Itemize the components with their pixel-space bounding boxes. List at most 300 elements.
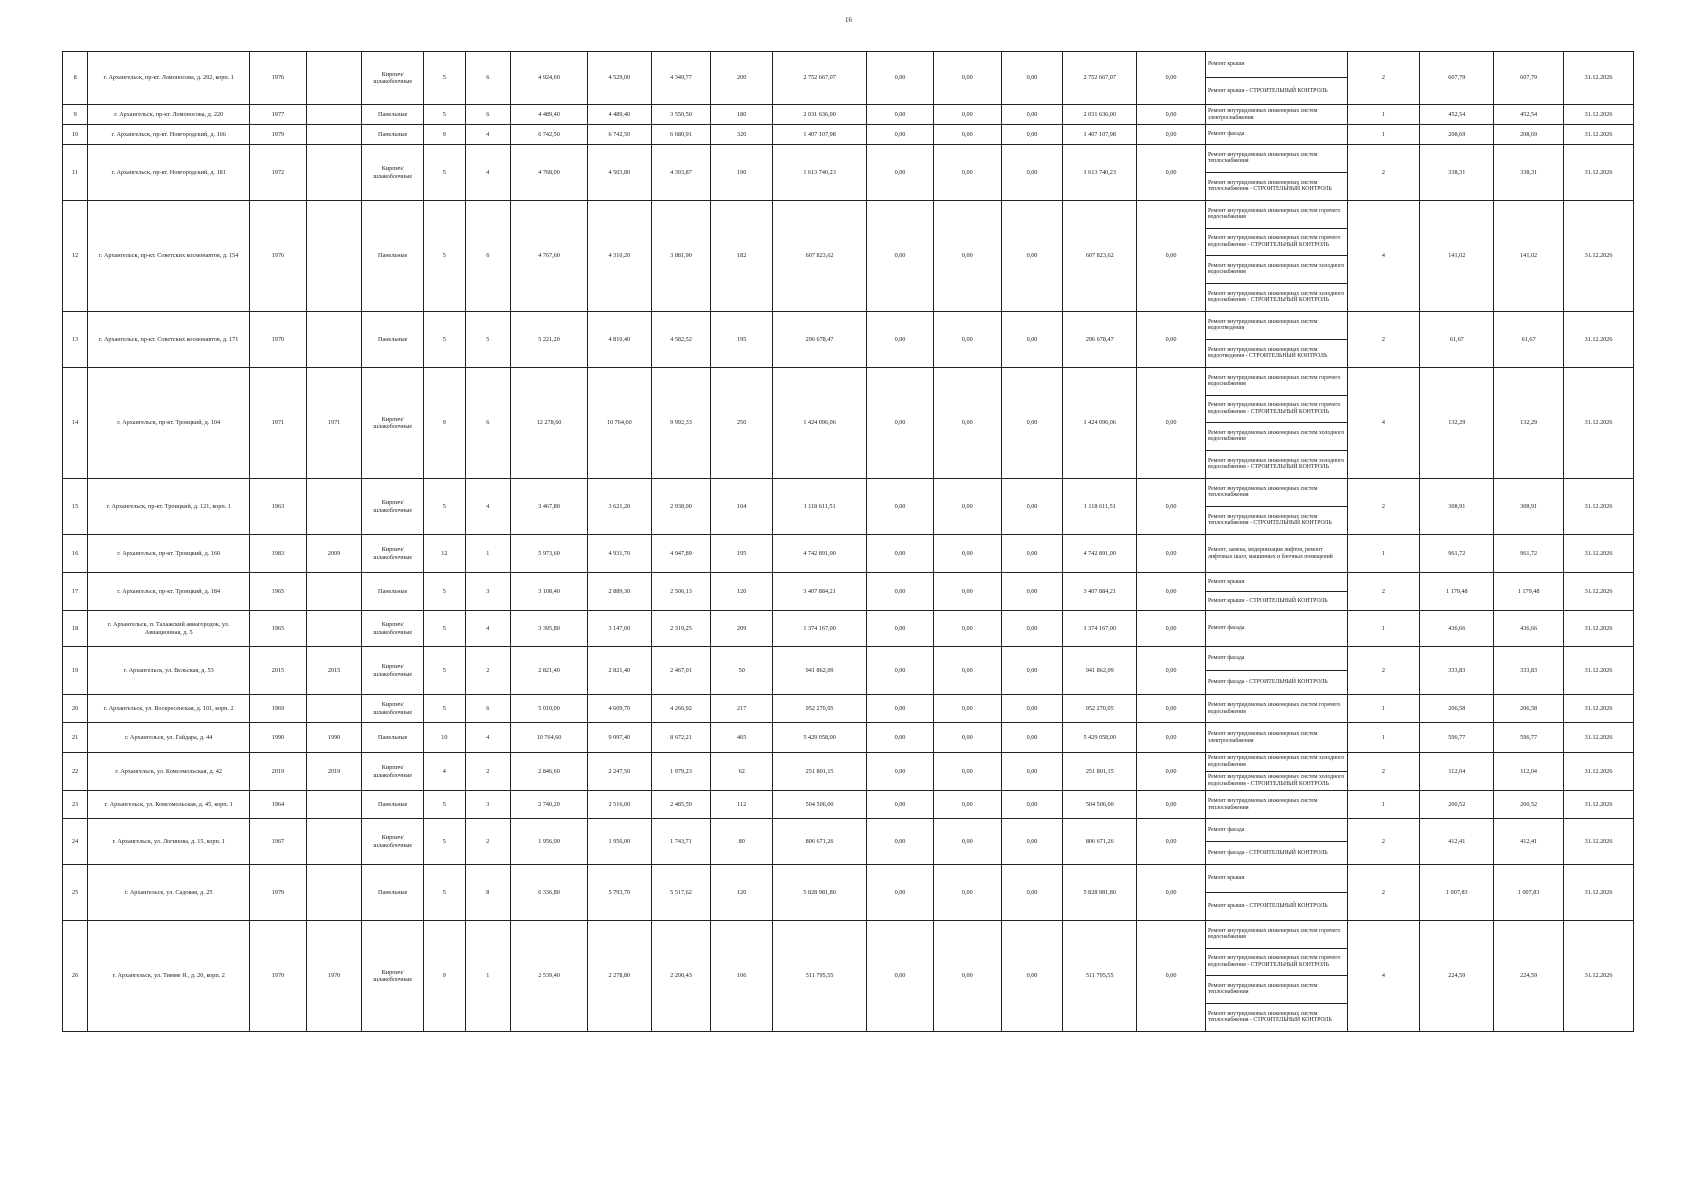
cell-cost-total: 1 424 096,06: [773, 368, 867, 479]
work-item: Ремонт крыши: [1206, 52, 1347, 78]
cell-year-rec: 1990: [306, 723, 362, 753]
cell-f1: 0,00: [867, 647, 934, 695]
page-number: 16: [845, 16, 852, 24]
cell-year-built: 1976: [250, 201, 307, 312]
work-item: Ремонт внутридомовых инженерных систем водоотведения - СТРОИТЕЛЬНЫЙ КОНТРОЛЬ: [1207, 346, 1328, 360]
cell-f2: 0,00: [933, 125, 1001, 145]
cell-entrances: 4: [465, 611, 511, 647]
cell-area-total: 4 768,00: [511, 145, 588, 201]
cell-f1: 0,00: [867, 695, 934, 723]
cell-area-living: 4 582,52: [651, 312, 711, 368]
cell-residents: 182: [711, 201, 773, 312]
cell-residents: 195: [711, 535, 773, 573]
cell-works-count: 1: [1347, 695, 1420, 723]
work-item: Ремонт внутридомовых инженерных систем горячего водоснабжения: [1207, 702, 1341, 715]
cell-f2: 0,00: [933, 647, 1001, 695]
cell-floors: 5: [424, 105, 465, 125]
cell-deadline: 31.12.2026: [1564, 145, 1634, 201]
cell-area-premises: 5 793,70: [587, 865, 651, 921]
cell-walls: Панельные: [362, 865, 424, 921]
cell-limit-cost: 436,66: [1494, 611, 1564, 647]
cell-area-total: 4 767,60: [511, 201, 588, 312]
cell-area-total: 6 742,50: [511, 125, 588, 145]
work-item: Ремонт крыши: [1206, 865, 1347, 893]
cell-f3: 0,00: [1001, 611, 1063, 647]
cell-cost-owners: 251 801,15: [1063, 753, 1137, 791]
cell-floors: 5: [424, 695, 465, 723]
cell-area-living: 4 349,77: [651, 52, 711, 105]
cell-works: [1205, 105, 1347, 125]
cell-area-living: 1 979,23: [651, 753, 711, 791]
cell-works: [1205, 52, 1347, 105]
cell-walls: Панельные: [362, 125, 424, 145]
cell-floors: 9: [424, 921, 465, 1032]
cell-cost-owners: 296 678,47: [1063, 312, 1137, 368]
cell-f1: 0,00: [867, 573, 934, 611]
cell-deadline: 31.12.2026: [1564, 753, 1634, 791]
cell-residents: 217: [711, 695, 773, 723]
cell-f4: 0,00: [1137, 819, 1206, 865]
cell-residents: 195: [711, 312, 773, 368]
work-item: Ремонт внутридомовых инженерных систем электроснабжения: [1207, 731, 1318, 744]
cell-f3: 0,00: [1001, 865, 1063, 921]
work-item: Ремонт внутридомовых инженерных систем горячего водоснабжения: [1206, 368, 1347, 396]
cell-unit-cost: 596,77: [1420, 723, 1494, 753]
cell-cost-owners: 1 118 611,51: [1063, 479, 1137, 535]
cell-walls: Кирпич/ шлакоблочные: [362, 753, 424, 791]
cell-floors: 4: [424, 753, 465, 791]
cell-limit-cost: 112,04: [1494, 753, 1564, 791]
cell-n: 9: [63, 105, 88, 125]
cell-f1: 0,00: [867, 312, 934, 368]
cell-cost-total: 5 828 981,80: [773, 865, 867, 921]
cell-n: 8: [63, 52, 88, 105]
cell-address: г. Архангельск, пр-кт. Троицкий, д. 121, корп. 1: [88, 479, 250, 535]
cell-unit-cost: 208,69: [1420, 125, 1494, 145]
work-item: Ремонт крыши - СТРОИТЕЛЬНЫЙ КОНТРОЛЬ: [1207, 903, 1328, 910]
cell-unit-cost: 132,29: [1420, 368, 1494, 479]
cell-f3: 0,00: [1001, 921, 1063, 1032]
cell-year-rec: [306, 791, 362, 819]
cell-area-total: 4 489,40: [511, 105, 588, 125]
cell-f1: 0,00: [867, 611, 934, 647]
cell-address: г. Архангельск, ул. Гайдара, д. 44: [88, 723, 250, 753]
cell-unit-cost: 338,31: [1420, 145, 1494, 201]
cell-f4: 0,00: [1137, 723, 1206, 753]
cell-area-premises: 1 956,00: [587, 819, 651, 865]
cell-limit-cost: 333,83: [1494, 647, 1564, 695]
cell-residents: 80: [711, 819, 773, 865]
work-item: Ремонт фасада - СТРОИТЕЛЬНЫЙ КОНТРОЛЬ: [1207, 849, 1328, 856]
cell-deadline: 31.12.2026: [1564, 695, 1634, 723]
cell-deadline: 31.12.2026: [1564, 819, 1634, 865]
cell-year-rec: [306, 105, 362, 125]
cell-cost-total: 806 671,26: [773, 819, 867, 865]
cell-f3: 0,00: [1001, 145, 1063, 201]
cell-n: 21: [63, 723, 88, 753]
table-row: [63, 723, 1634, 753]
cell-limit-cost: 961,72: [1494, 535, 1564, 573]
cell-f1: 0,00: [867, 145, 934, 201]
cell-area-total: 2 539,40: [511, 921, 588, 1032]
work-item: Ремонт внутридомовых инженерных систем холодного водоснабжения: [1206, 256, 1347, 284]
cell-limit-cost: 224,59: [1494, 921, 1564, 1032]
cell-f3: 0,00: [1001, 723, 1063, 753]
cell-works-count: 1: [1347, 611, 1420, 647]
cell-limit-cost: 452,54: [1494, 105, 1564, 125]
cell-floors: 9: [424, 125, 465, 145]
cell-entrances: 6: [465, 368, 511, 479]
cell-n: 23: [63, 791, 88, 819]
work-item: Ремонт внутридомовых инженерных систем холодного водоснабжения - СТРОИТЕЛЬНЫЙ КОНТРОЛЬ: [1207, 774, 1345, 787]
cell-f1: 0,00: [867, 791, 934, 819]
cell-area-living: 6 680,91: [651, 125, 711, 145]
cell-works-count: 2: [1347, 819, 1420, 865]
cell-entrances: 6: [465, 105, 511, 125]
cell-area-total: 5 010,00: [511, 695, 588, 723]
cell-f4: 0,00: [1137, 791, 1206, 819]
cell-walls: Кирпич/ шлакоблочные: [362, 145, 424, 201]
cell-residents: 50: [711, 647, 773, 695]
cell-area-living: 3 550,50: [651, 105, 711, 125]
cell-walls: Кирпич/ шлакоблочные: [362, 611, 424, 647]
table-row: [63, 52, 1634, 105]
cell-unit-cost: 224,59: [1420, 921, 1494, 1032]
cell-year-built: 2015: [250, 647, 307, 695]
cell-f4: 0,00: [1137, 647, 1206, 695]
cell-floors: 5: [424, 791, 465, 819]
cell-works-count: 4: [1347, 368, 1420, 479]
cell-walls: Кирпич/ шлакоблочные: [362, 647, 424, 695]
cell-n: 17: [63, 573, 88, 611]
cell-unit-cost: 452,54: [1420, 105, 1494, 125]
cell-works-count: 2: [1347, 647, 1420, 695]
cell-year-built: 1972: [250, 145, 307, 201]
cell-n: 18: [63, 611, 88, 647]
cell-entrances: 3: [465, 791, 511, 819]
cell-limit-cost: 308,91: [1494, 479, 1564, 535]
cell-floors: 5: [424, 145, 465, 201]
work-item: Ремонт внутридомовых инженерных систем горячего водоснабжения - СТРОИТЕЛЬНЫЙ КОНТРОЛЬ: [1206, 229, 1347, 257]
cell-works-count: 1: [1347, 723, 1420, 753]
cell-floors: 5: [424, 647, 465, 695]
cell-cost-total: 1 118 611,51: [773, 479, 867, 535]
cell-cost-total: 941 862,09: [773, 647, 867, 695]
cell-walls: Панельные: [362, 312, 424, 368]
cell-year-rec: 2009: [306, 535, 362, 573]
cell-area-living: 2 467,01: [651, 647, 711, 695]
cell-year-rec: [306, 479, 362, 535]
cell-works: [1205, 723, 1347, 753]
cell-unit-cost: 141,02: [1420, 201, 1494, 312]
work-item: Ремонт внутридомовых инженерных систем теплоснабжения - СТРОИТЕЛЬНЫЙ КОНТРОЛЬ: [1207, 1010, 1332, 1024]
cell-cost-owners: 4 742 891,00: [1063, 535, 1137, 573]
table-row: [63, 201, 1634, 312]
table-row: [63, 791, 1634, 819]
cell-walls: Кирпич/ шлакоблочные: [362, 52, 424, 105]
cell-f2: 0,00: [933, 105, 1001, 125]
cell-n: 15: [63, 479, 88, 535]
cell-n: 25: [63, 865, 88, 921]
cell-cost-owners: 504 506,00: [1063, 791, 1137, 819]
cell-f3: 0,00: [1001, 647, 1063, 695]
cell-deadline: 31.12.2026: [1564, 125, 1634, 145]
cell-address: г. Архангельск, пр-кт. Ломоносова, д. 220: [88, 105, 250, 125]
cell-floors: 5: [424, 52, 465, 105]
cell-works: [1205, 201, 1347, 312]
cell-f1: 0,00: [867, 105, 934, 125]
cell-works: [1205, 753, 1347, 791]
table-row: [63, 753, 1634, 791]
cell-address: г. Архангельск, ул. Комсомольская, д. 45, корп. 1: [88, 791, 250, 819]
cell-limit-cost: 141,02: [1494, 201, 1564, 312]
work-item: Ремонт внутридомовых инженерных систем горячего водоснабжения: [1206, 201, 1347, 229]
cell-entrances: 3: [465, 573, 511, 611]
cell-deadline: 31.12.2026: [1564, 535, 1634, 573]
cell-entrances: 4: [465, 723, 511, 753]
cell-entrances: 2: [465, 647, 511, 695]
cell-cost-total: 504 506,00: [773, 791, 867, 819]
cell-f4: 0,00: [1137, 201, 1206, 312]
cell-floors: 10: [424, 723, 465, 753]
cell-year-built: 1979: [250, 865, 307, 921]
cell-address: г. Архангельск, ул. Комсомольская, д. 42: [88, 753, 250, 791]
cell-works-count: 4: [1347, 921, 1420, 1032]
cell-f3: 0,00: [1001, 125, 1063, 145]
cell-f2: 0,00: [933, 201, 1001, 312]
cell-year-rec: [306, 145, 362, 201]
cell-residents: 320: [711, 125, 773, 145]
cell-residents: 209: [711, 611, 773, 647]
cell-area-premises: 4 489,40: [587, 105, 651, 125]
cell-n: 19: [63, 647, 88, 695]
cell-area-premises: 9 097,40: [587, 723, 651, 753]
cell-f3: 0,00: [1001, 535, 1063, 573]
cell-entrances: 6: [465, 695, 511, 723]
cell-area-total: 3 467,80: [511, 479, 588, 535]
cell-year-built: 1990: [250, 723, 307, 753]
cell-unit-cost: 607,79: [1420, 52, 1494, 105]
cell-floors: 5: [424, 201, 465, 312]
cell-f4: 0,00: [1137, 368, 1206, 479]
cell-area-living: 3 881,90: [651, 201, 711, 312]
cell-f3: 0,00: [1001, 573, 1063, 611]
cell-entrances: 1: [465, 535, 511, 573]
cell-walls: Панельные: [362, 723, 424, 753]
cell-cost-owners: 5 429 058,00: [1063, 723, 1137, 753]
cell-entrances: 6: [465, 201, 511, 312]
cell-works-count: 2: [1347, 865, 1420, 921]
cell-cost-owners: 2 752 667,07: [1063, 52, 1137, 105]
table-row: [63, 695, 1634, 723]
table-row: [63, 312, 1634, 368]
cell-year-rec: [306, 201, 362, 312]
cell-area-premises: 4 931,70: [587, 535, 651, 573]
cell-cost-owners: 1 374 167,00: [1063, 611, 1137, 647]
work-item: Ремонт фасада: [1206, 819, 1347, 842]
table-row: [63, 368, 1634, 479]
cell-walls: Панельные: [362, 791, 424, 819]
cell-area-total: 5 973,60: [511, 535, 588, 573]
cell-n: 12: [63, 201, 88, 312]
cell-residents: 112: [711, 791, 773, 819]
cell-f4: 0,00: [1137, 125, 1206, 145]
cell-address: г. Архангельск, пр-кт. Троицкий, д. 184: [88, 573, 250, 611]
cell-area-premises: 2 247,50: [587, 753, 651, 791]
cell-unit-cost: 61,67: [1420, 312, 1494, 368]
cell-cost-total: 607 823,62: [773, 201, 867, 312]
cell-year-built: 1963: [250, 479, 307, 535]
cell-area-total: 2 740,20: [511, 791, 588, 819]
cell-year-rec: [306, 125, 362, 145]
cell-address: г. Архангельск, пр-кт. Советских космонавтов, д. 154: [88, 201, 250, 312]
cell-year-rec: [306, 611, 362, 647]
table-row: [63, 125, 1634, 145]
cell-limit-cost: 596,77: [1494, 723, 1564, 753]
cell-area-living: 2 319,25: [651, 611, 711, 647]
cell-area-premises: 4 609,70: [587, 695, 651, 723]
table-row: [63, 865, 1634, 921]
cell-entrances: 4: [465, 125, 511, 145]
work-item: Ремонт внутридомовых инженерных систем холодного водоснабжения: [1206, 423, 1347, 451]
cell-cost-owners: 941 862,09: [1063, 647, 1137, 695]
cell-area-total: 4 924,60: [511, 52, 588, 105]
cell-year-rec: [306, 819, 362, 865]
cell-deadline: 31.12.2026: [1564, 479, 1634, 535]
cell-year-rec: 2015: [306, 647, 362, 695]
cell-limit-cost: 338,31: [1494, 145, 1564, 201]
work-item: Ремонт внутридомовых инженерных систем горячего водоснабжения - СТРОИТЕЛЬНЫЙ КОНТРОЛЬ: [1206, 396, 1347, 424]
cell-cost-total: 5 429 058,00: [773, 723, 867, 753]
cell-address: г. Архангельск, пр-кт. Троицкий, д. 160: [88, 535, 250, 573]
cell-deadline: 31.12.2026: [1564, 573, 1634, 611]
cell-address: г. Архангельск, ул. Садовая, д. 25: [88, 865, 250, 921]
cell-works-count: 2: [1347, 312, 1420, 368]
cell-limit-cost: 206,58: [1494, 695, 1564, 723]
cell-deadline: 31.12.2026: [1564, 865, 1634, 921]
cell-f1: 0,00: [867, 921, 934, 1032]
cell-works: [1205, 535, 1347, 573]
cell-address: г. Архангельск, пр-кт. Ломоносова, д. 202, корп. 1: [88, 52, 250, 105]
cell-f4: 0,00: [1137, 52, 1206, 105]
cell-area-living: 2 506,13: [651, 573, 711, 611]
table-row: [63, 611, 1634, 647]
cell-year-rec: 2019: [306, 753, 362, 791]
cell-area-living: 9 992,33: [651, 368, 711, 479]
cell-f4: 0,00: [1137, 865, 1206, 921]
cell-f3: 0,00: [1001, 201, 1063, 312]
cell-cost-owners: 2 031 636,00: [1063, 105, 1137, 125]
cell-f1: 0,00: [867, 753, 934, 791]
cell-area-premises: 4 529,00: [587, 52, 651, 105]
cell-f1: 0,00: [867, 368, 934, 479]
cell-n: 14: [63, 368, 88, 479]
cell-works: [1205, 791, 1347, 819]
cell-residents: 106: [711, 921, 773, 1032]
cell-f4: 0,00: [1137, 753, 1206, 791]
cell-n: 10: [63, 125, 88, 145]
cell-area-total: 10 764,60: [511, 723, 588, 753]
cell-unit-cost: 308,91: [1420, 479, 1494, 535]
cell-area-premises: 10 764,60: [587, 368, 651, 479]
cell-n: 22: [63, 753, 88, 791]
cell-works: [1205, 125, 1347, 145]
cell-f2: 0,00: [933, 921, 1001, 1032]
cell-year-built: 1965: [250, 611, 307, 647]
cell-floors: 5: [424, 479, 465, 535]
cell-unit-cost: 436,66: [1420, 611, 1494, 647]
cell-deadline: 31.12.2026: [1564, 368, 1634, 479]
cell-n: 16: [63, 535, 88, 573]
cell-limit-cost: 412,41: [1494, 819, 1564, 865]
cell-f3: 0,00: [1001, 312, 1063, 368]
cell-f1: 0,00: [867, 201, 934, 312]
work-item: Ремонт внутридомовых инженерных систем водоотведения: [1206, 312, 1347, 340]
cell-f1: 0,00: [867, 535, 934, 573]
cell-n: 11: [63, 145, 88, 201]
cell-f3: 0,00: [1001, 819, 1063, 865]
cell-address: г. Архангельск, пр-кт. Новгородский, д. 181: [88, 145, 250, 201]
cell-cost-total: 952 270,05: [773, 695, 867, 723]
cell-works-count: 1: [1347, 535, 1420, 573]
cell-works: [1205, 368, 1347, 479]
cell-area-living: 4 266,92: [651, 695, 711, 723]
cell-f3: 0,00: [1001, 105, 1063, 125]
cell-area-living: 4 393,87: [651, 145, 711, 201]
cell-works: [1205, 695, 1347, 723]
cell-floors: 12: [424, 535, 465, 573]
work-item: Ремонт внутридомовых инженерных систем теплоснабжения: [1207, 798, 1318, 811]
cell-cost-total: 1 613 740,23: [773, 145, 867, 201]
cell-n: 24: [63, 819, 88, 865]
cell-unit-cost: 412,41: [1420, 819, 1494, 865]
cell-entrances: 8: [465, 865, 511, 921]
cell-f3: 0,00: [1001, 753, 1063, 791]
cell-walls: Панельные: [362, 105, 424, 125]
cell-cost-owners: 1 407 107,98: [1063, 125, 1137, 145]
work-item: Ремонт крыши - СТРОИТЕЛЬНЫЙ КОНТРОЛЬ: [1207, 597, 1328, 604]
cell-f3: 0,00: [1001, 52, 1063, 105]
cell-year-rec: [306, 312, 362, 368]
cell-year-built: 1983: [250, 535, 307, 573]
cell-deadline: 31.12.2026: [1564, 312, 1634, 368]
cell-n: 13: [63, 312, 88, 368]
cell-works-count: 2: [1347, 52, 1420, 105]
cell-year-built: 1971: [250, 368, 307, 479]
cell-area-premises: 4 810,40: [587, 312, 651, 368]
cell-floors: 9: [424, 368, 465, 479]
cell-works: [1205, 312, 1347, 368]
register-table: [62, 51, 1634, 1032]
cell-cost-total: 4 742 891,00: [773, 535, 867, 573]
cell-entrances: 2: [465, 753, 511, 791]
cell-unit-cost: 206,58: [1420, 695, 1494, 723]
cell-deadline: 31.12.2026: [1564, 921, 1634, 1032]
cell-f4: 0,00: [1137, 145, 1206, 201]
work-item: Ремонт крыши - СТРОИТЕЛЬНЫЙ КОНТРОЛЬ: [1207, 87, 1328, 94]
cell-area-living: 4 947,89: [651, 535, 711, 573]
cell-f2: 0,00: [933, 695, 1001, 723]
cell-unit-cost: 1 007,83: [1420, 865, 1494, 921]
cell-cost-owners: 5 828 981,80: [1063, 865, 1137, 921]
cell-residents: 465: [711, 723, 773, 753]
cell-f3: 0,00: [1001, 695, 1063, 723]
cell-f3: 0,00: [1001, 479, 1063, 535]
cell-area-premises: 3 147,00: [587, 611, 651, 647]
cell-area-premises: 2 889,30: [587, 573, 651, 611]
cell-area-living: 1 743,71: [651, 819, 711, 865]
work-item: Ремонт крыши: [1206, 573, 1347, 592]
